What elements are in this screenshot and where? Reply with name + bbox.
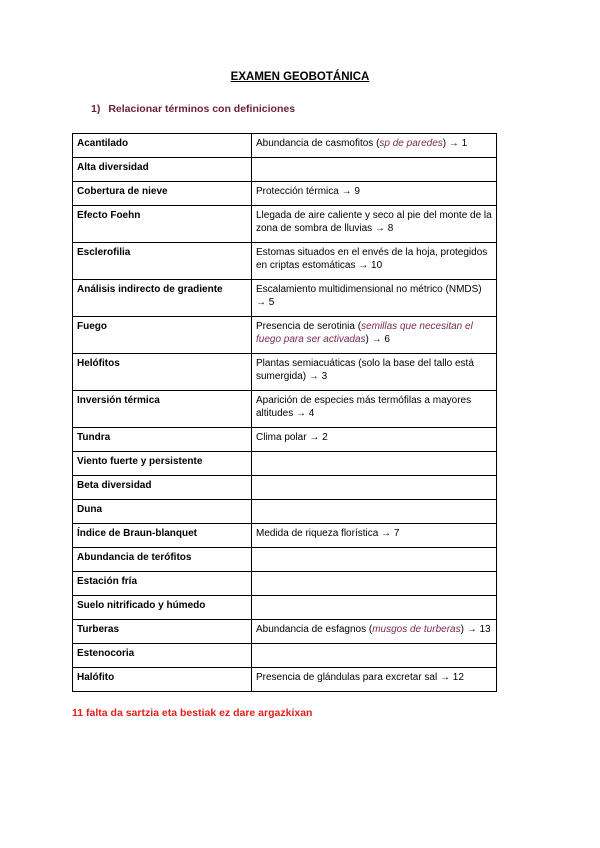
term-cell: Efecto Foehn: [73, 206, 252, 243]
definition-italic-text: musgos de turberas: [372, 624, 461, 635]
definition-cell: [252, 524, 497, 548]
definition-cell: [252, 182, 497, 206]
term-cell: Alta diversidad: [73, 158, 252, 182]
term-cell: Inversión térmica: [73, 391, 252, 428]
definition-cell: [252, 452, 497, 476]
definition-text: ) → 6: [365, 333, 390, 345]
term-cell: Análisis indirecto de gradiente: [73, 280, 252, 317]
definition-cell: [252, 134, 497, 158]
table-row: [73, 182, 497, 206]
definition-text: Aparición de especies más termófilas a mayores altitudes → 4: [256, 395, 472, 419]
table-row: [73, 134, 497, 158]
term-cell: Halófito: [73, 668, 252, 692]
definition-cell: [252, 476, 497, 500]
definition-text: Protección térmica → 9: [256, 186, 360, 197]
table-row: [73, 158, 497, 182]
table-row: [73, 572, 497, 596]
table-row: [73, 596, 497, 620]
definition-cell: [252, 280, 497, 317]
term-cell: Duna: [73, 500, 252, 524]
document-title: EXAMEN GEOBOTÁNICA: [230, 71, 370, 83]
table-row: [73, 428, 497, 452]
definition-cell: [252, 428, 497, 452]
table-row: [73, 206, 497, 243]
table-row: [73, 317, 497, 354]
term-cell: Helófitos: [73, 354, 252, 391]
table-row: [73, 391, 497, 428]
term-cell: Viento fuerte y persistente: [73, 452, 252, 476]
definition-italic-text: sp de paredes: [379, 138, 443, 149]
definition-cell: [252, 668, 497, 692]
definition-text: Presencia de serotinia (: [256, 321, 362, 332]
definition-cell: [252, 500, 497, 524]
section-number: 1): [91, 103, 101, 115]
table-row: [73, 668, 497, 692]
definition-cell: [252, 158, 497, 182]
definition-text: Abundancia de esfagnos (: [256, 624, 373, 635]
term-cell: Fuego: [73, 317, 252, 354]
term-cell: Acantilado: [73, 134, 252, 158]
term-cell: Cobertura de nieve: [73, 182, 252, 206]
definition-text: Llegada de aire caliente y seco al pie del monte de la zona de sombra de lluvias → 8: [256, 210, 492, 234]
term-cell: Suelo nitrificado y húmedo: [73, 596, 252, 620]
section-heading: [91, 103, 295, 115]
table-row: [73, 476, 497, 500]
table-row: [73, 620, 497, 644]
term-cell: Estenocoria: [73, 644, 252, 668]
definition-cell: [252, 243, 497, 280]
table-row: [73, 524, 497, 548]
table-row: [73, 500, 497, 524]
definition-cell: [252, 548, 497, 572]
table-row: [73, 354, 497, 391]
definition-text: Presencia de glándulas para excretar sal → 12: [256, 672, 464, 683]
term-cell: Turberas: [73, 620, 252, 644]
definition-text: Estomas situados en el envés de la hoja, protegidos en criptas estomáticas → 10: [256, 247, 488, 271]
definition-cell: [252, 391, 497, 428]
table-row: [73, 548, 497, 572]
term-cell: Estación fría: [73, 572, 252, 596]
term-cell: Esclerofilia: [73, 243, 252, 280]
term-cell: Abundancia de terófitos: [73, 548, 252, 572]
definition-text: Plantas semiacuáticas (solo la base del tallo está sumergida) → 3: [256, 358, 474, 382]
definition-text: ) → 1: [442, 138, 468, 149]
definition-cell: [252, 596, 497, 620]
definition-cell: [252, 620, 497, 644]
table-row: [73, 644, 497, 668]
definition-text: ) → 13: [460, 624, 491, 635]
section-title: Relacionar términos con definiciones: [108, 103, 296, 115]
definition-cell: [252, 572, 497, 596]
definition-text: Clima polar → 2: [256, 432, 328, 443]
definition-cell: [252, 354, 497, 391]
matching-table: [72, 133, 497, 692]
term-cell: Índice de Braun-blanquet: [73, 524, 252, 548]
definition-text: Escalamiento multidimensional no métrico (NMDS) → 5: [256, 284, 482, 308]
definition-italic-text: semillas que necesitan el fuego para ser activadas: [256, 321, 473, 345]
table-row: [73, 280, 497, 317]
definition-text: Medida de riqueza florística → 7: [256, 528, 400, 539]
definition-text: Abundancia de casmofitos (: [256, 138, 380, 149]
definition-cell: [252, 317, 497, 354]
term-cell: Tundra: [73, 428, 252, 452]
table-row: [73, 452, 497, 476]
term-cell: Beta diversidad: [73, 476, 252, 500]
definition-cell: [252, 206, 497, 243]
definition-cell: [252, 644, 497, 668]
footer-note: 11 falta da sartzia eta bestiak ez dare argazkixan: [72, 707, 313, 719]
table-row: [73, 243, 497, 280]
